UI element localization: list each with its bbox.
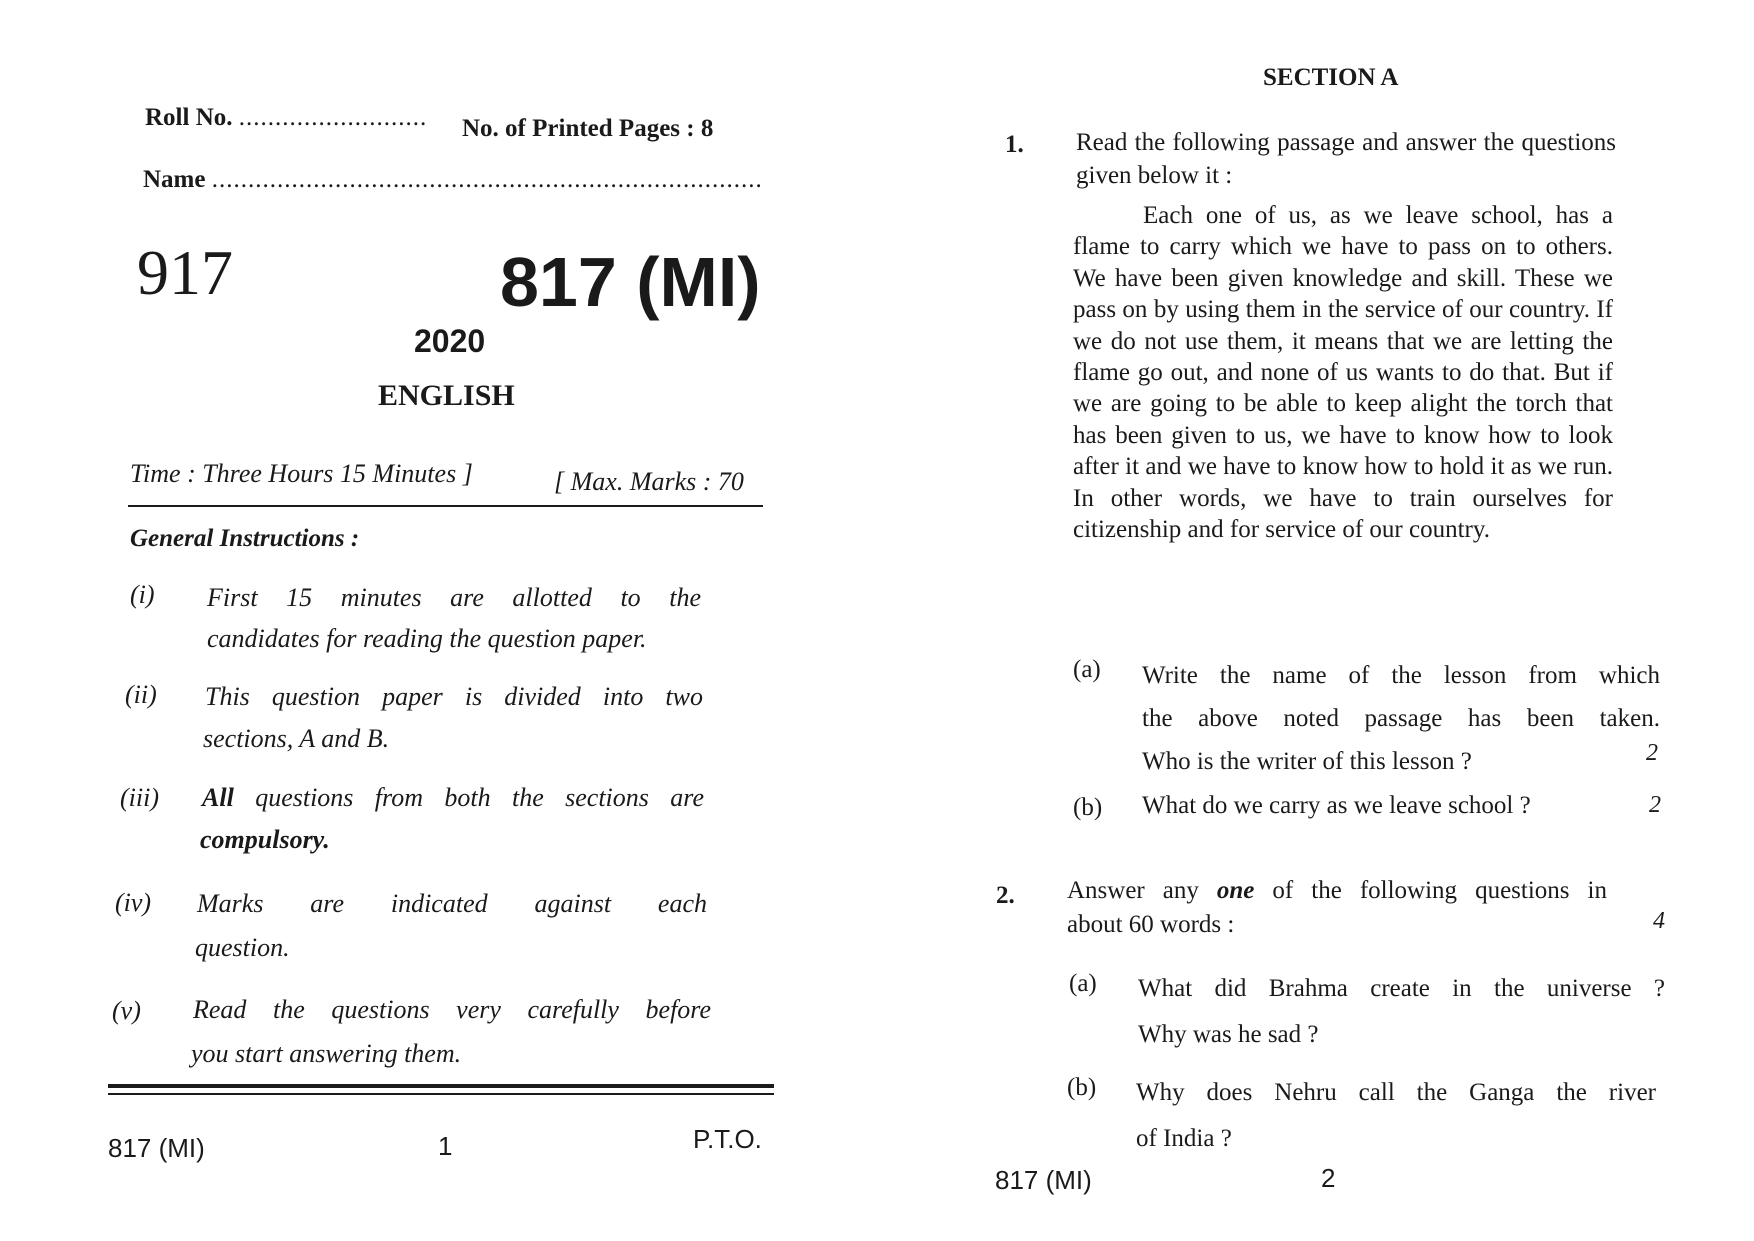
question-prompt <box>1067 874 1607 942</box>
instruction-number: (iii) <box>120 783 159 812</box>
page-2 <box>877 0 1754 1241</box>
sub-question-label: (a) <box>1073 656 1101 683</box>
sub-question-line: What do we carry as we leave school ? <box>1142 792 1531 819</box>
instruction-item <box>207 579 701 617</box>
emphasis-word: one <box>1216 877 1255 904</box>
instruction-item <box>191 1035 701 1073</box>
question-prompt: Read the following passage and answer the questions given below it : <box>1076 129 1616 189</box>
general-instructions-heading: General Instructions : <box>130 525 360 552</box>
name-field <box>143 166 763 194</box>
instruction-item <box>205 678 703 716</box>
instruction-item <box>195 929 705 967</box>
instruction-item <box>193 991 711 1029</box>
sub-question-text <box>1136 1070 1656 1162</box>
question-number: 1. <box>1005 131 1024 158</box>
instruction-number: (iv) <box>115 888 152 917</box>
instruction-line: First 15 minutes are allotted to the <box>207 583 701 612</box>
page-number: 1 <box>438 1131 453 1161</box>
instruction-line: compulsory. <box>200 825 330 854</box>
footer-rule-thin <box>108 1093 774 1095</box>
instruction-line: This question paper is divided into two <box>205 682 703 711</box>
sub-question-label: (b) <box>1073 794 1103 821</box>
roll-no-field <box>145 104 427 132</box>
code-number: 917 <box>137 237 233 308</box>
header-rule <box>128 505 763 507</box>
sub-question-label: (a) <box>1069 970 1097 997</box>
instruction-number: (ii) <box>125 680 157 709</box>
marks-value: 2 <box>1649 792 1661 818</box>
sub-question-label: (b) <box>1067 1074 1097 1101</box>
instruction-number: (i) <box>130 580 155 609</box>
instruction-item <box>197 885 707 923</box>
marks-value: 4 <box>1653 908 1665 934</box>
sub-question-text <box>1138 966 1665 1058</box>
roll-no-label: Roll No. <box>145 104 233 131</box>
section-title: SECTION A <box>1263 64 1399 91</box>
sub-question-line: Why does Nehru call the Ganga the river <box>1136 1079 1656 1106</box>
question-prompt-line: Answer any one of the following questions in <box>1067 877 1607 904</box>
roll-no-blank: .......................... <box>238 104 428 131</box>
sub-question-line: Why was he sad ? <box>1138 1021 1319 1048</box>
reading-passage: Each one of us, as we leave school, has a flame to carry which we have to pass on to others. We have been given knowledge and skill. These we pass on by using them in the service of our country. If we do not use them, it means that we are letting the flame go out, and none of us wants to do that. But if we are going to be able to keep alight the torch that has been given to us, we have to know how to look after it and we have to know how to hold it as we run. In other words, we have to train ourselves for citizenship and for service of our country. <box>1073 202 1613 544</box>
name-blank: ............................................................................ <box>211 166 763 193</box>
paper-code: 817 (MI) <box>500 243 761 321</box>
instruction-item <box>200 821 710 859</box>
instruction-number: (v) <box>112 996 141 1025</box>
instruction-line: sections, A and B. <box>203 724 390 753</box>
footer-rule-thick <box>108 1084 774 1088</box>
printed-pages: No. of Printed Pages : 8 <box>462 115 714 142</box>
subject-title: ENGLISH <box>378 379 515 412</box>
sub-question-line: Write the name of the lesson from which <box>1142 662 1660 689</box>
instruction-line: candidates for reading the question paper. <box>207 624 647 653</box>
sub-question-text <box>1142 654 1660 783</box>
instruction-line: Marks are indicated against each <box>197 889 707 918</box>
exam-year: 2020 <box>414 323 486 359</box>
marks-value: 2 <box>1646 740 1658 766</box>
instruction-item <box>202 779 704 817</box>
question-prompt-line: about 60 words : <box>1067 911 1235 938</box>
instruction-line: you start answering them. <box>191 1039 462 1068</box>
instruction-item <box>207 620 727 658</box>
page-number: 2 <box>1321 1163 1336 1193</box>
sub-question-line: the above noted passage has been taken. <box>1142 705 1660 732</box>
pto-label: P.T.O. <box>693 1124 762 1154</box>
instruction-emphasis: All <box>202 783 234 812</box>
instruction-line: Read the questions very carefully before <box>193 995 711 1024</box>
footer-paper-code: 817 (MI) <box>108 1133 205 1163</box>
footer-paper-code: 817 (MI) <box>995 1165 1092 1195</box>
sub-question-line: of India ? <box>1136 1125 1232 1152</box>
max-marks: [ Max. Marks : 70 <box>554 467 744 496</box>
instruction-item <box>203 720 713 758</box>
time-duration: Time : Three Hours 15 Minutes ] <box>130 459 473 488</box>
name-label: Name <box>143 166 206 193</box>
question-number: 2. <box>996 882 1015 909</box>
sub-question-line: What did Brahma create in the universe ? <box>1138 975 1665 1002</box>
instruction-line: question. <box>195 933 290 962</box>
sub-question-line: Who is the writer of this lesson ? <box>1142 748 1472 775</box>
instruction-line: All questions from both the sections are <box>202 783 704 812</box>
